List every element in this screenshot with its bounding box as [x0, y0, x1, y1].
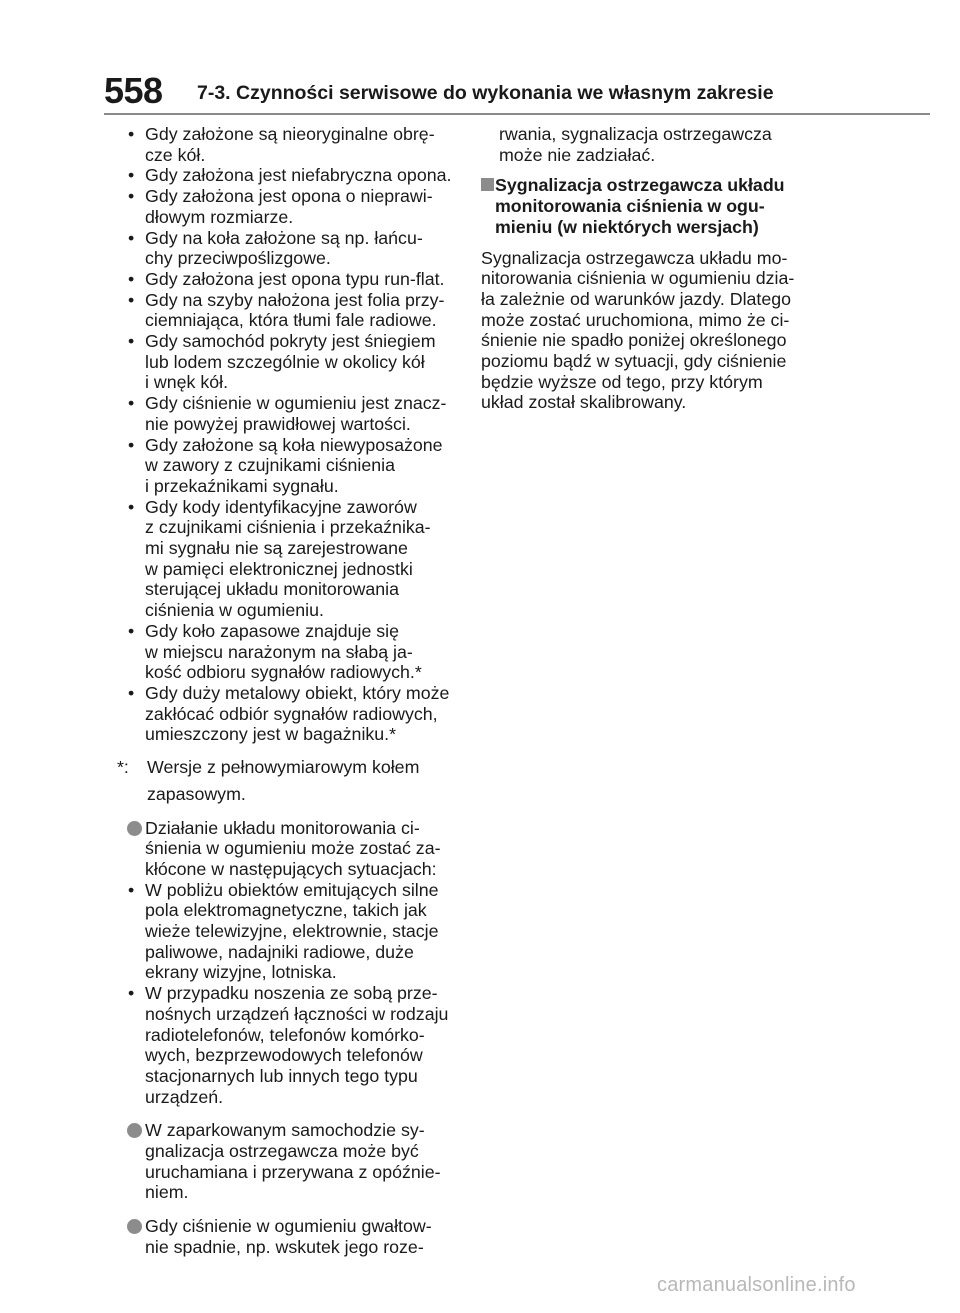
text-line: nie powyżej prawidłowej wartości. — [145, 413, 411, 434]
text-line: pola elektromagnetyczne, takich jak — [145, 900, 427, 921]
text-line: kłócone w następujących sytuacjach: — [145, 858, 437, 879]
list-item — [117, 393, 462, 434]
text-line: ciemniająca, która tłumi fale radiowe. — [145, 310, 437, 331]
page-number: 558 — [104, 70, 163, 111]
text-line: kość odbioru sygnałów radiowych.* — [145, 662, 422, 683]
text-line: zakłócać odbiór sygnałów radiowych, — [145, 703, 438, 724]
text-line: nośnych urządzeń łączności w rodzaju — [145, 1003, 449, 1024]
pressure-drop-paragraph — [117, 1216, 462, 1257]
text-line: mieniu (w niektórych wersjach) — [495, 216, 759, 237]
body-paragraph — [481, 248, 826, 414]
text-line: i przekaźnikami sygnału. — [145, 475, 339, 496]
text-line: z czujnikami ciśnienia i przekaźnika- — [145, 517, 431, 538]
text-line: układ został skalibrowany. — [481, 392, 687, 413]
list-item — [117, 165, 462, 186]
text-line: w zawory z czujnikami ciśnienia — [145, 455, 396, 476]
text-line: ekrany wizyjne, lotniska. — [145, 962, 337, 983]
interference-text — [145, 818, 462, 880]
footnote-mark: *: — [117, 757, 129, 778]
pressure-drop-text — [145, 1216, 462, 1257]
list-item — [117, 290, 462, 331]
text-line: • Gdy koło zapasowe znajduje się — [145, 620, 400, 641]
list-item — [117, 228, 462, 269]
right-column — [481, 124, 826, 413]
text-line: • Gdy założona jest niefabryczna opona. — [145, 165, 452, 186]
list-item — [117, 124, 462, 165]
text-line: nitorowania ciśnienia w ogumieniu dzia- — [481, 268, 795, 289]
text-line: • Gdy założona jest opona o nieprawi- — [145, 186, 433, 207]
text-line: paliwowe, nadajniki radiowe, duże — [145, 941, 414, 962]
list-item — [117, 435, 462, 497]
text-line: wych, bezprzewodowych telefonów — [145, 1045, 423, 1066]
text-line: w pamięci elektronicznej jednostki — [145, 558, 413, 579]
parked-text — [145, 1120, 462, 1203]
watermark: carmanualsonline.info — [657, 1274, 856, 1296]
section-title: 7-3. Czynności serwisowe do wykonania we własnym zakresie — [197, 82, 774, 104]
list-item — [117, 683, 462, 745]
footnote-text-line-1: Wersje z pełnowymiarowym kołem — [147, 757, 420, 778]
text-line: nie spadnie, np. wskutek jego roze- — [145, 1236, 424, 1257]
text-line: lub lodem szczególnie w okolicy kół — [145, 351, 425, 372]
text-line: urządzeń. — [145, 1086, 224, 1107]
text-line: uruchamiana i przerywana z opóźnie- — [145, 1161, 441, 1182]
text-line: będzie wyższe od tego, przy którym — [481, 371, 763, 392]
footnote-text-line-2: zapasowym. — [147, 783, 246, 804]
text-line: • W przypadku noszenia ze sobą prze- — [145, 983, 438, 1004]
text-line: dłowym rozmiarze. — [145, 206, 294, 227]
list-item — [117, 880, 462, 984]
text-line: może zostać uruchomiona, mimo że ci- — [481, 309, 790, 330]
text-line: może nie zadziałać. — [499, 144, 656, 165]
conditions-list — [117, 124, 462, 745]
header-divider — [104, 113, 930, 115]
text-line: • Gdy na szyby nałożona jest folia przy- — [145, 289, 445, 310]
list-item — [117, 983, 462, 1107]
text-line: umieszczony jest w bagażniku.* — [145, 724, 397, 745]
list-item — [117, 497, 462, 621]
text-line: • Gdy założone są koła niewyposażone — [145, 434, 443, 455]
continuation-text — [481, 124, 826, 165]
list-item — [117, 621, 462, 683]
text-line: ła zależnie od warunków jazdy. Dlatego — [481, 288, 792, 309]
text-line: • W pobliżu obiektów emitujących silne — [145, 879, 439, 900]
text-line: W zaparkowanym samochodzie sy- — [145, 1120, 425, 1141]
text-line: w miejscu narażonym na słabą ja- — [145, 641, 413, 662]
text-line: • Gdy ciśnienie w ogumieniu jest znacz- — [145, 393, 447, 414]
text-line: • Gdy samochód pokryty jest śniegiem — [145, 331, 436, 352]
text-line: śnienie nie spadło poniżej określonego — [481, 330, 787, 351]
circle-bullet-icon — [127, 1219, 142, 1234]
text-line: stacjonarnych lub innych tego typu — [145, 1065, 418, 1086]
list-item — [117, 331, 462, 393]
text-line: radiotelefonów, telefonów komórko- — [145, 1024, 425, 1045]
text-line: i wnęk kół. — [145, 372, 229, 393]
text-line: • Gdy na koła założone są np. łańcu- — [145, 227, 423, 248]
text-line: ciśnienia w ogumieniu. — [145, 600, 324, 621]
circle-bullet-icon — [127, 821, 142, 836]
text-line: • Gdy założona jest opona typu run-flat. — [145, 268, 445, 289]
footnote — [117, 757, 462, 804]
text-line: • Gdy założone są nieoryginalne obrę- — [145, 124, 435, 144]
text-line: Sygnalizacja ostrzegawcza układu mo- — [481, 247, 788, 268]
text-line: cze kół. — [145, 144, 206, 165]
text-line: • Gdy duży metalowy obiekt, który może — [145, 682, 450, 703]
list-item — [117, 186, 462, 227]
text-line: monitorowania ciśnienia w ogu- — [495, 196, 765, 217]
list-item — [117, 269, 462, 290]
text-line: rwania, sygnalizacja ostrzegawcza — [499, 124, 772, 144]
left-column — [117, 124, 462, 1258]
text-line: mi sygnału nie są zarejestrowane — [145, 538, 408, 559]
interference-paragraph — [117, 818, 462, 880]
text-line: Działanie układu monitorowania ci- — [145, 817, 420, 838]
text-line: Gdy ciśnienie w ogumieniu gwałtow- — [145, 1216, 432, 1237]
page-header — [0, 0, 960, 116]
text-line: niem. — [145, 1182, 189, 1203]
interference-list — [117, 880, 462, 1108]
text-line: chy przeciwpoślizgowe. — [145, 248, 331, 269]
text-line: gnalizacja ostrzegawcza może być — [145, 1141, 419, 1162]
section-heading — [481, 175, 826, 237]
text-line: poziomu bądź w sytuacji, gdy ciśnienie — [481, 351, 787, 372]
text-line: sterującej układu monitorowania — [145, 579, 400, 600]
circle-bullet-icon — [127, 1123, 142, 1138]
text-line: śnienia w ogumieniu może zostać za- — [145, 838, 441, 859]
square-bullet-icon — [481, 178, 494, 191]
text-line: Sygnalizacja ostrzegawcza układu — [495, 175, 785, 196]
parked-paragraph — [117, 1120, 462, 1203]
text-line: wieże telewizyjne, elektrownie, stacje — [145, 921, 439, 942]
heading-text — [495, 175, 826, 237]
text-line: • Gdy kody identyfikacyjne zaworów — [145, 496, 417, 517]
